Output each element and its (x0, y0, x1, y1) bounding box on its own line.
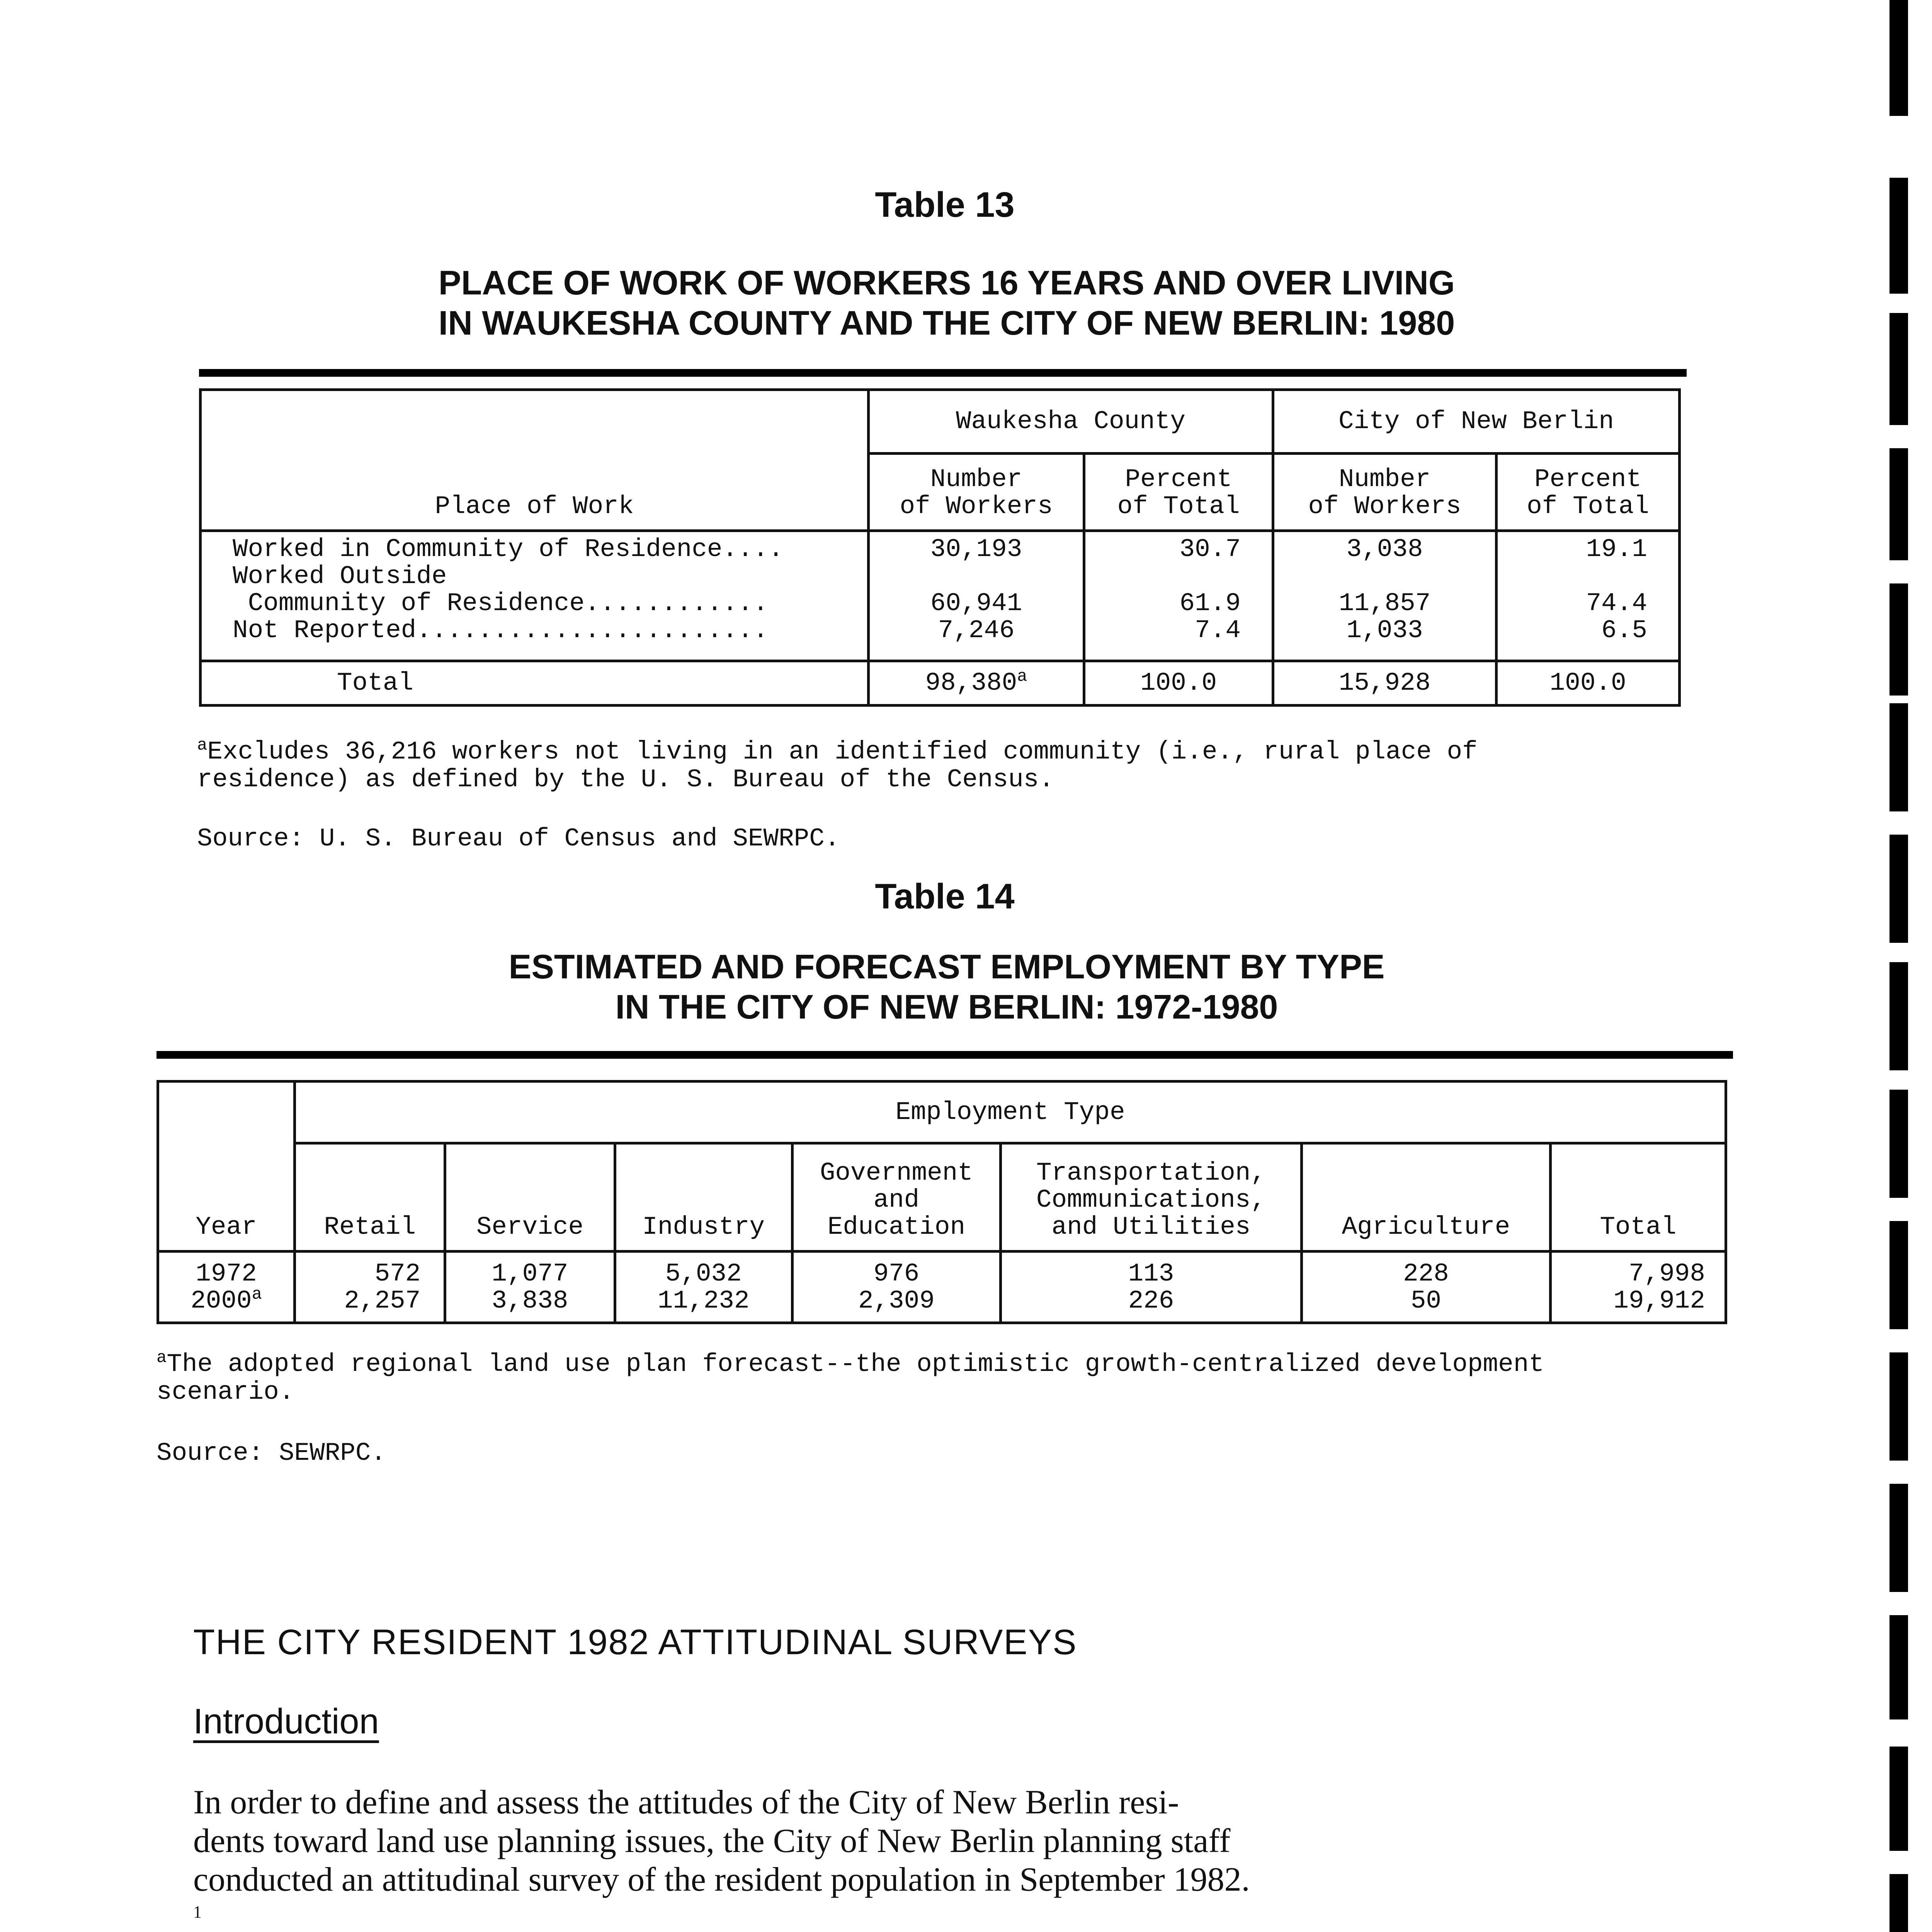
footnote-mark: a (252, 1285, 262, 1304)
table14-col-header-line2: Communications, (1036, 1185, 1266, 1214)
table14-cell: 2,257 (344, 1286, 421, 1315)
table13-col-values (1084, 531, 1273, 661)
table14-col-header (1000, 1143, 1301, 1252)
table14-col-values (1301, 1252, 1550, 1323)
table14-cell: 7,998 (1628, 1259, 1705, 1288)
table13-col-header (1497, 454, 1680, 531)
table13-total-cell (868, 661, 1084, 706)
binder-bar (1889, 962, 1908, 1070)
table14-cell: 228 (1403, 1259, 1449, 1288)
table13-col-header (868, 454, 1084, 531)
footnote-mark: a (197, 736, 207, 755)
table14-col-header-line2: and (873, 1185, 920, 1214)
table14-col-values (792, 1252, 1000, 1323)
table13-total-value: 100.0 (1497, 661, 1680, 706)
table13-total-value: 15,928 (1273, 661, 1496, 706)
table13-row-label: Not Reported....................... (233, 616, 769, 645)
table13-footnote-line2: residence) as defined by the U. S. Bureau of the Census. (197, 765, 1054, 794)
table13-cell: 61.9 (1179, 589, 1241, 618)
table14-col-header: Industry (615, 1143, 792, 1252)
table13-total-label: Total (201, 661, 869, 706)
table14-col-header (792, 1143, 1000, 1252)
binder-bar (1889, 835, 1908, 943)
binder-bar (1889, 1615, 1908, 1719)
table14-footnote-line1: The adopted regional land use plan forecast--the optimistic growth-centralized development (167, 1350, 1544, 1379)
table13-row-label: Worked Outside (233, 562, 447, 591)
table13-group-header-city: City of New Berlin (1273, 390, 1679, 454)
table13-source: Source: U. S. Bureau of Census and SEWRPC. (197, 824, 840, 853)
table13-col-header-line1: Percent (1534, 465, 1642, 494)
table14-year-col (158, 1252, 295, 1323)
table14-col-header: Service (445, 1143, 615, 1252)
table13-cell: 6.5 (1601, 616, 1647, 645)
table14-footnote-line2: scenario. (156, 1378, 294, 1406)
binder-bar (1889, 1747, 1908, 1851)
table13-title-line1: PLACE OF WORK OF WORKERS 16 YEARS AND OVER LIVING (438, 264, 1455, 302)
table14-col-header: Total (1550, 1143, 1726, 1252)
table13-cell: 11,857 (1338, 589, 1431, 618)
table13-row-label: Worked in Community of Residence.... (233, 535, 784, 564)
table13-total-value: 98,380 (925, 668, 1017, 697)
table14-col-header: Retail (295, 1143, 445, 1252)
table14-col-values (1000, 1252, 1301, 1323)
table13-cell: 7.4 (1195, 616, 1241, 645)
table13-total-value: 100.0 (1084, 661, 1273, 706)
table13-col-header (1273, 454, 1496, 531)
table14-cell: 50 (1410, 1286, 1442, 1315)
section-subheading: Introduction (193, 1702, 379, 1741)
table13-group-header-county: Waukesha County (868, 390, 1273, 454)
binder-bar (1889, 1090, 1908, 1198)
paragraph-line: In order to define and assess the attitudes of the City of New Berlin resi- (193, 1784, 1179, 1821)
table13-col-header-line1: Percent (1125, 465, 1232, 494)
table14-cell: 1,077 (492, 1259, 568, 1288)
table14-cell: 19,912 (1613, 1286, 1705, 1315)
table14-col-values (1550, 1252, 1726, 1323)
table13-cell: 19.1 (1586, 535, 1647, 564)
binder-bar (1889, 313, 1908, 425)
table13-footnote (197, 738, 1859, 794)
table13-row-labels (201, 531, 869, 661)
table14-footnote (156, 1350, 1857, 1406)
table13 (199, 388, 1681, 707)
table14-col-values (445, 1252, 615, 1323)
table14-title-line2: IN THE CITY OF NEW BERLIN: 1972-1980 (615, 988, 1278, 1026)
paragraph-line: conducted an attitudinal survey of the resident population in September 1982. (193, 1861, 1250, 1898)
table13-header-place: Place of Work (201, 390, 869, 531)
section-paragraph (193, 1783, 1696, 1932)
footnote-mark: a (156, 1348, 167, 1367)
table13-cell: 60,941 (930, 589, 1022, 618)
table14-cell: 572 (374, 1259, 421, 1288)
table14-heading: Table 14 (875, 877, 1015, 916)
table13-col-header-line2: of Workers (900, 492, 1053, 521)
table13-col-header-line2: of Workers (1308, 492, 1461, 521)
binder-bar (1889, 1874, 1908, 1932)
table14 (156, 1080, 1727, 1324)
table13-title (193, 263, 1700, 343)
table14-col-header: Agriculture (1301, 1143, 1550, 1252)
binder-bar (1889, 1484, 1908, 1592)
table14-cell: 5,032 (665, 1259, 742, 1288)
table13-col-values (868, 531, 1084, 661)
table13-footnote-line1: Excludes 36,216 workers not living in an identified community (i.e., rural place of (207, 737, 1478, 766)
binder-bar (1889, 1352, 1908, 1461)
table13-cell: 1,033 (1346, 616, 1423, 645)
table13-cell: 30,193 (930, 535, 1022, 564)
table13-cell (1275, 563, 1495, 590)
table14-cell: 2,309 (858, 1286, 935, 1315)
table13-cell: 30.7 (1179, 535, 1241, 564)
table14-col-header-line1: Transportation, (1036, 1158, 1266, 1187)
section-heading: THE CITY RESIDENT 1982 ATTITUDINAL SURVEYS (193, 1622, 1077, 1662)
table14-title-line1: ESTIMATED AND FORECAST EMPLOYMENT BY TYPE (509, 947, 1385, 986)
table13-col-values (1273, 531, 1496, 661)
table14-col-values (295, 1252, 445, 1323)
table14-cell: 226 (1128, 1286, 1174, 1315)
table13-cell (870, 563, 1082, 590)
table13-title-line2: IN WAUKESHA COUNTY AND THE CITY OF NEW BERLIN: 1980 (438, 304, 1455, 342)
paragraph-line: dents toward land use planning issues, the City of New Berlin planning staff (193, 1822, 1231, 1860)
table14-top-rule (156, 1051, 1733, 1059)
table13-total-row (201, 661, 1680, 706)
table13-cell: 74.4 (1586, 589, 1647, 618)
binder-bar (1889, 178, 1908, 294)
table13-cell (1085, 563, 1241, 590)
table13-col-header-line2: of Total (1527, 492, 1649, 521)
table14-title (193, 947, 1700, 1027)
binder-bar (1889, 583, 1908, 696)
table13-cell (1498, 563, 1647, 590)
table14-col-header-line3: and Utilities (1051, 1213, 1251, 1242)
binder-bar (1889, 703, 1908, 811)
table13-cell: 3,038 (1346, 535, 1423, 564)
table14-cell: 3,838 (492, 1286, 568, 1315)
table13-col-header-line2: of Total (1117, 492, 1240, 521)
table14-col-values (615, 1252, 792, 1323)
footnote-ref: 1 (193, 1902, 202, 1922)
table14-year: 1972 (196, 1259, 257, 1288)
table14-source: Source: SEWRPC. (156, 1439, 386, 1468)
table13-row-label: Community of Residence............ (233, 589, 769, 618)
binder-bar (1889, 448, 1908, 560)
binder-bar (1889, 0, 1908, 116)
table14-year: 2000 (190, 1286, 252, 1315)
table13-col-header (1084, 454, 1273, 531)
binder-bar (1889, 1221, 1908, 1329)
table14-cell: 11,232 (657, 1286, 750, 1315)
table14-cell: 113 (1128, 1259, 1174, 1288)
table14-col-header-line3: Education (827, 1213, 966, 1242)
table13-top-rule (199, 369, 1687, 377)
table14-col-header-line1: Government (820, 1158, 973, 1187)
table14-header-year: Year (158, 1082, 295, 1252)
table13-heading: Table 13 (875, 185, 1015, 224)
table13-cell: 7,246 (938, 616, 1015, 645)
table13-col-header-line1: Number (1338, 465, 1431, 494)
footnote-mark: a (1017, 667, 1027, 686)
table13-col-header-line1: Number (930, 465, 1022, 494)
table14-cell: 976 (873, 1259, 920, 1288)
table14-group-header: Employment Type (295, 1082, 1726, 1143)
table13-col-values (1497, 531, 1680, 661)
